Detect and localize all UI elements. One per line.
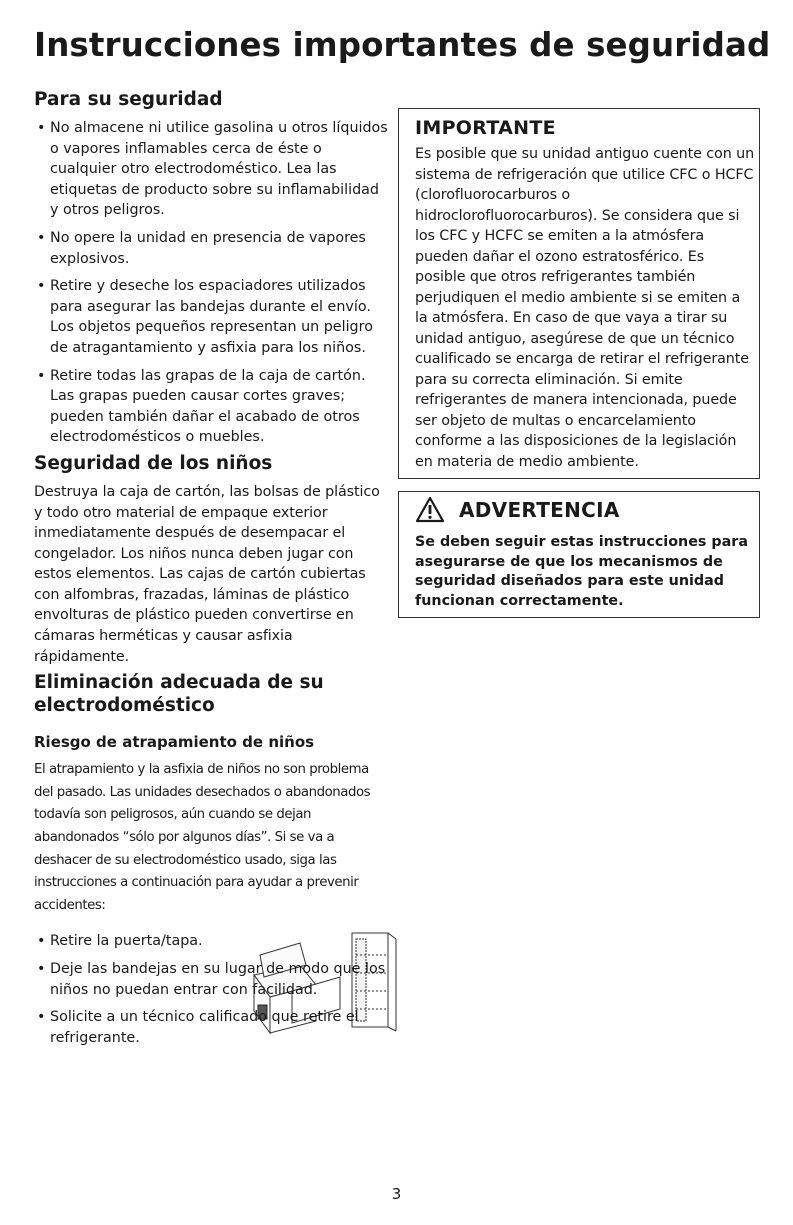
safety-heading: Para su seguridad [34,89,223,110]
right-column [398,108,760,618]
page-number: 3 [391,1185,402,1203]
list-item: • Retire la puerta/tapa. [34,931,260,952]
warning-text: Se deben seguir estas instrucciones para asegurarse de que los mecanismos de seguridad diseñados para este unidad funcionan correctamente. [415,534,748,609]
important-box [398,108,760,479]
disposal-text: El atrapamiento y la asfixia de niños no son problema del pasado. Las unidades desechados o abandonados todavía son peligrosos, aún cuando se dejan abandonados “sólo por algunos días”. Si se va a deshacer de su electrodoméstico usado, siga las instrucciones a continuación para ayudar a prevenir accidentes: [34,762,371,913]
list-item: • Retire y deseche los espaciadores utilizados para asegurar las bandejas durante el envío. Los objetos pequeños representan un peligro de atragantamiento y asfixia para los niños. [34,276,390,358]
disposal-steps [34,931,390,1048]
disposal-heading: Eliminación adecuada de su electrodoméstico [34,672,324,717]
list-item: • No almacene ni utilice gasolina u otros líquidos o vapores inflamables cerca de éste o cualquier otro electrodoméstico. Lea las etiquetas de producto sobre su inflamabilidad y otros peligros. [34,118,390,221]
list-item: • No opere la unidad en presencia de vapores explosivos. [34,228,390,269]
list-item: • Solicite a un técnico calificado que retire el refrigerante. [34,1007,390,1048]
entrapment-subheading: Riesgo de atrapamiento de niños [34,733,315,752]
warning-header [415,496,753,523]
list-item: • Retire todas las grapas de la caja de cartón. Las grapas pueden causar cortes graves; pueden también dañar el acabado de otros electrodomésticos o muebles. [34,366,390,448]
safety-list [34,118,390,448]
page-title: Instrucciones importantes de seguridad [34,26,771,64]
left-column [34,88,390,1055]
warning-box [398,491,760,618]
child-safety-text: Destruya la caja de cartón, las bolsas de plástico y todo otro material de empaque exterior inmediatamente después de desempacar el congelador. Los niños nunca deben jugar con estos elementos. Las cajas de cartón cubiertas con alfombras, frazadas, láminas de plástico envolturas de plástico pueden convertirse en cámaras herméticas y causar asfixia rápidamente. [34,483,380,665]
warning-heading: ADVERTENCIA [459,497,620,522]
child-safety-heading: Seguridad de los niños [34,452,273,474]
important-text: Es posible que su unidad antiguo cuente con un sistema de refrigeración que utilice CFC o HCFC (clorofluorocarburos o hidroclorofluorocarburos). Se considera que si los CFC y HCFC se emiten a la atmósfera pueden dañar el ozono estratosférico. Es posible que otros refrigerantes también perjudiquen el medio ambiente si se emiten a la atmósfera. En caso de que vaya a tirar su unidad antiguo, asegúrese de que un técnico cualificado se encarga de retirar el refrigerante para su correcta eliminación. Si emite refrigerantes de manera intencionada, puede ser objeto de multas o encarcelamiento conforme a las disposiciones de la legislación en materia de medio ambiente. [415,146,755,470]
list-item: • Deje las bandejas en su lugar de modo que los niños no puedan entrar con facilidad. [34,959,390,1000]
warning-triangle-icon [415,496,445,523]
important-heading: IMPORTANTE [415,117,556,139]
